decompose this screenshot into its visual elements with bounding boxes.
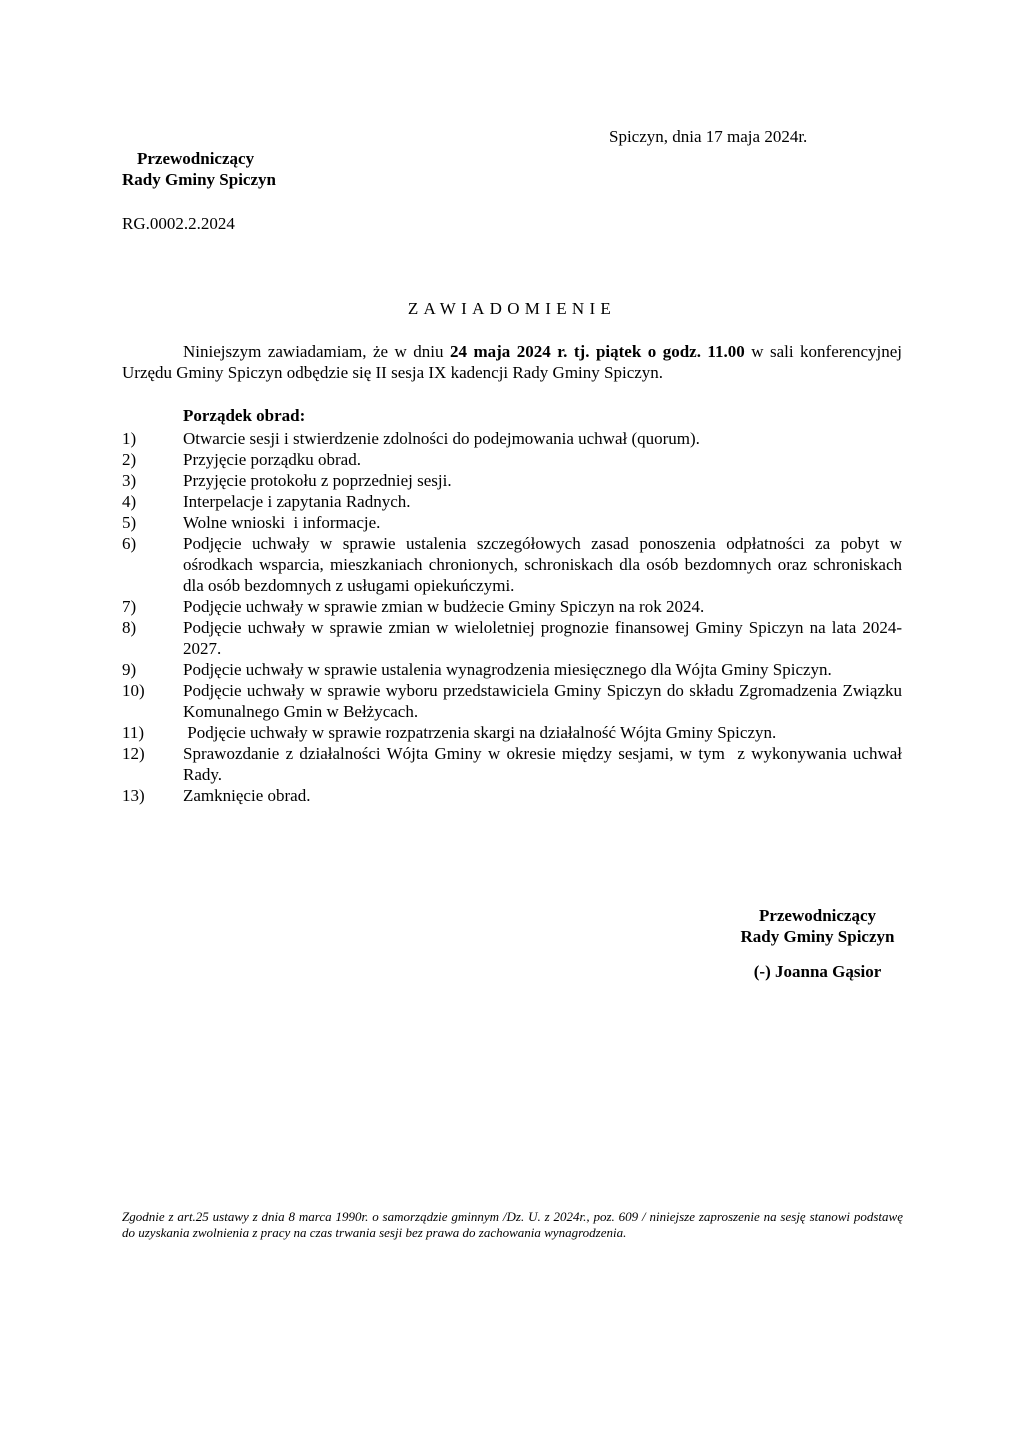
place-date: Spiczyn, dnia 17 maja 2024r. (609, 127, 808, 146)
agenda-item-number: 2) (122, 450, 137, 469)
agenda-item-text: Zamknięcie obrad. (183, 786, 311, 805)
agenda-item-number: 13) (122, 786, 145, 805)
agenda-item-text: Podjęcie uchwały w sprawie ustalenia wynagrodzenia miesięcznego dla Wójta Gminy Spiczyn. (183, 660, 832, 679)
agenda-item (122, 512, 902, 533)
agenda-item-text: Podjęcie uchwały w sprawie ustalenia szczegółowych zasad ponoszenia odpłatności za pobyt w ośrodkach wsparcia, mieszkaniach chronionych, schroniskach dla osób bezdomnych oraz schroniskach dla osób bezdomnych z usługami opiekuńczymi. (183, 534, 907, 595)
agenda-item-number: 4) (122, 492, 137, 511)
agenda-item-number: 1) (122, 429, 137, 448)
agenda-item-number: 10) (122, 681, 145, 700)
intro-paragraph (122, 341, 902, 383)
agenda-item-text: Przyjęcie protokołu z poprzedniej sesji. (183, 471, 452, 490)
agenda-item (122, 470, 902, 491)
agenda-item-text: Wolne wnioski i informacje. (183, 513, 381, 532)
agenda-list (122, 428, 907, 806)
intro-text-before: Niniejszym zawiadamiam, że w dniu (183, 342, 450, 361)
legal-footnote: Zgodnie z art.25 ustawy z dnia 8 marca 1990r. o samorządzie gminnym /Dz. U. z 2024r., poz. 609 / niniejsze zaproszenie na sesję stanowi podstawę do uzyskania zwolnienia z pracy na czas trwania sesji bez prawa do zachowania wynagrodzenia. (122, 1209, 903, 1240)
session-date: 24 maja 2024 r. tj. piątek o godz. 11.00 (449, 342, 745, 361)
agenda-item-number: 12) (122, 744, 145, 763)
agenda-item (122, 617, 902, 659)
agenda-item-number: 9) (122, 660, 137, 679)
reference-number: RG.0002.2.2024 (122, 214, 235, 233)
agenda-header: Porządek obrad: (183, 406, 306, 425)
agenda-item-text: Sprawozdanie z działalności Wójta Gminy w okresie między sesjami, w tym z wykonywania uchwał Rady. (183, 744, 907, 784)
intro-text-after: w sali konferencyjnej Urzędu Gminy Spiczyn odbędzie się II sesja IX kadencji Rady Gminy Spiczyn. (122, 342, 902, 382)
agenda-item (122, 449, 902, 470)
agenda-item (122, 785, 902, 806)
agenda-item-text: Podjęcie uchwały w sprawie rozpatrzenia skargi na działalność Wójta Gminy Spiczyn. (183, 723, 777, 742)
sender-block (122, 148, 276, 190)
agenda-item-text: Interpelacje i zapytania Radnych. (183, 492, 411, 511)
agenda-item-number: 7) (122, 597, 137, 616)
agenda-item (122, 680, 907, 722)
agenda-item (122, 722, 902, 743)
signature-organization: Rady Gminy Spiczyn (740, 927, 895, 946)
agenda-item-number: 5) (122, 513, 137, 532)
signature-block (720, 905, 915, 982)
agenda-item (122, 428, 902, 449)
signature-name: (-) Joanna Gąsior (753, 962, 882, 981)
agenda-item-number: 3) (122, 471, 137, 490)
agenda-item (122, 533, 907, 596)
agenda-item (122, 596, 902, 617)
agenda-item-text: Podjęcie uchwały w sprawie zmian w budżecie Gminy Spiczyn na rok 2024. (183, 597, 705, 616)
intro-text (122, 341, 902, 383)
agenda-item-text: Podjęcie uchwały w sprawie zmian w wieloletniej prognozie finansowej Gminy Spiczyn na lata 2024-2027. (183, 618, 902, 658)
agenda-item-text: Otwarcie sesji i stwierdzenie zdolności do podejmowania uchwał (quorum). (183, 429, 700, 448)
agenda-item (122, 743, 907, 785)
agenda-item-number: 11) (122, 723, 145, 742)
agenda-item (122, 659, 902, 680)
agenda-item-text: Przyjęcie porządku obrad. (183, 450, 361, 469)
document-title: ZAWIADOMIENIE (407, 299, 617, 318)
agenda-item (122, 491, 902, 512)
agenda-item-text: Podjęcie uchwały w sprawie wyboru przedstawiciela Gminy Spiczyn do składu Zgromadzenia Związku Komunalnego Gmin w Bełżycach. (183, 681, 907, 721)
agenda-item-number: 8) (122, 618, 137, 637)
signature-title: Przewodniczący (758, 906, 877, 925)
sender-organization: Rady Gminy Spiczyn (122, 170, 276, 189)
agenda-item-number: 6) (122, 534, 137, 553)
sender-title: Przewodniczący (137, 149, 255, 168)
